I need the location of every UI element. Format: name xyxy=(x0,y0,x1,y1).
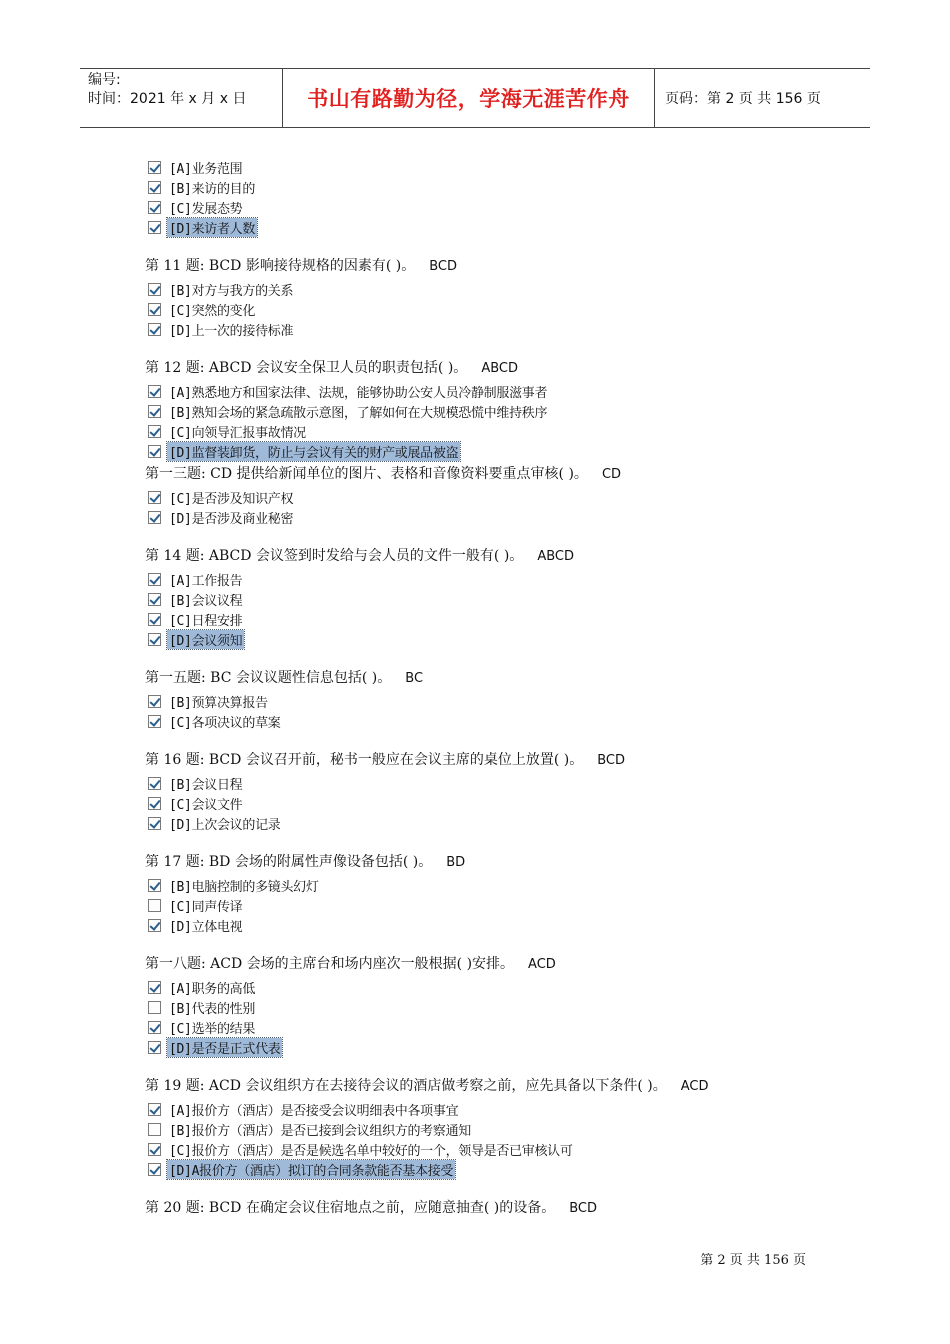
checked-checkbox-icon[interactable] xyxy=(148,1163,161,1176)
option-label: [D]是否涉及商业秘密 xyxy=(169,511,294,527)
option-item[interactable] xyxy=(148,1037,845,1057)
option-list xyxy=(145,569,845,649)
question-block xyxy=(145,357,845,461)
page-label: 页码：第 2 页 共 156 页 xyxy=(665,91,821,107)
option-label: [D]上次会议的记录 xyxy=(169,817,281,833)
option-item[interactable] xyxy=(148,793,845,813)
checked-checkbox-icon[interactable] xyxy=(148,323,161,336)
question-title xyxy=(145,749,845,771)
option-list xyxy=(145,691,845,731)
question-block xyxy=(145,157,845,237)
option-label: [D]A报价方（酒店）拟订的合同条款能否基本接受 xyxy=(167,1160,455,1179)
option-item[interactable] xyxy=(148,895,845,915)
option-label: [D]监督装卸货，防止与会议有关的财产或展品被盗 xyxy=(167,442,460,461)
question-block xyxy=(145,749,845,833)
motto: 书山有路勤为径，学海无涯苦作舟 xyxy=(282,69,655,127)
option-label: [C]向领导汇报事故情况 xyxy=(169,425,306,441)
checked-checkbox-icon[interactable] xyxy=(148,201,161,214)
question-block xyxy=(145,667,845,731)
option-label: [B]熟知会场的紧急疏散示意图，了解如何在大规模恐慌中维持秩序 xyxy=(169,405,548,421)
checked-checkbox-icon[interactable] xyxy=(148,797,161,810)
option-label: [B]对方与我方的关系 xyxy=(169,283,294,299)
question-text: 第一八题: ACD 会场的主席台和场内座次一般根据( )安排。 xyxy=(145,956,515,972)
question-title xyxy=(145,667,845,689)
option-label: [C]日程安排 xyxy=(169,613,243,629)
answer-key: BCD xyxy=(429,259,457,274)
question-text: 第 14 题: ABCD 会议签到时发给与会人员的文件一般有( )。 xyxy=(145,548,524,564)
question-title xyxy=(145,545,845,567)
question-block xyxy=(145,545,845,649)
option-label: [C]发展态势 xyxy=(169,201,243,217)
checked-checkbox-icon[interactable] xyxy=(148,715,161,728)
option-item[interactable] xyxy=(148,487,845,507)
checked-checkbox-icon[interactable] xyxy=(148,633,161,646)
option-list xyxy=(145,279,845,339)
option-item[interactable] xyxy=(148,875,845,895)
question-text: 第 12 题: ABCD 会议安全保卫人员的职责包括( )。 xyxy=(145,360,468,376)
question-block xyxy=(145,1075,845,1179)
checked-checkbox-icon[interactable] xyxy=(148,445,161,458)
question-list xyxy=(145,155,845,1221)
answer-key: BC xyxy=(405,671,424,686)
option-item[interactable] xyxy=(148,589,845,609)
option-item[interactable] xyxy=(148,507,845,527)
option-label: [D]立体电视 xyxy=(169,919,243,935)
answer-key: CD xyxy=(601,467,622,482)
option-label: [C]是否涉及知识产权 xyxy=(169,491,294,507)
checked-checkbox-icon[interactable] xyxy=(148,221,161,234)
option-item[interactable] xyxy=(148,711,845,731)
checked-checkbox-icon[interactable] xyxy=(148,385,161,398)
option-label: [C]选举的结果 xyxy=(169,1021,256,1037)
option-item[interactable] xyxy=(148,381,845,401)
option-item[interactable] xyxy=(148,1017,845,1037)
question-title xyxy=(145,357,845,379)
option-label: [D]上一次的接待标准 xyxy=(169,323,294,339)
answer-key: ABCD xyxy=(537,549,574,564)
checked-checkbox-icon[interactable] xyxy=(148,573,161,586)
option-item[interactable] xyxy=(148,569,845,589)
option-label: [A]报价方（酒店）是否接受会议明细表中各项事宜 xyxy=(169,1103,459,1119)
option-item[interactable] xyxy=(148,1099,845,1119)
option-item[interactable] xyxy=(148,977,845,997)
option-item[interactable] xyxy=(148,319,845,339)
option-item[interactable] xyxy=(148,691,845,711)
checked-checkbox-icon[interactable] xyxy=(148,593,161,606)
option-label: [C]会议文件 xyxy=(169,797,243,813)
option-label: [C]各项决议的草案 xyxy=(169,715,281,731)
question-text: 第 16 题: BCD 会议召开前，秘书一般应在会议主席的桌位上放置( )。 xyxy=(145,752,584,768)
answer-key: BCD xyxy=(569,1201,597,1216)
option-label: [D]会议须知 xyxy=(167,630,244,649)
option-item[interactable] xyxy=(148,609,845,629)
option-item[interactable] xyxy=(148,1139,845,1159)
checked-checkbox-icon[interactable] xyxy=(148,879,161,892)
checked-checkbox-icon[interactable] xyxy=(148,511,161,524)
option-item[interactable] xyxy=(148,217,845,237)
checked-checkbox-icon[interactable] xyxy=(148,817,161,830)
page-footer: 第 2 页 共 156 页 xyxy=(700,1253,806,1268)
answer-key: BCD xyxy=(597,753,625,768)
question-block xyxy=(145,953,845,1057)
option-label: [B]会议日程 xyxy=(169,777,243,793)
option-list xyxy=(145,157,845,237)
option-item[interactable] xyxy=(148,401,845,421)
checked-checkbox-icon[interactable] xyxy=(148,405,161,418)
option-label: [D]是否是正式代表 xyxy=(167,1038,282,1057)
option-item[interactable] xyxy=(148,1119,845,1139)
answer-key: ACD xyxy=(680,1079,709,1094)
checked-checkbox-icon[interactable] xyxy=(148,981,161,994)
checked-checkbox-icon[interactable] xyxy=(148,303,161,316)
checked-checkbox-icon[interactable] xyxy=(148,283,161,296)
question-title xyxy=(145,953,845,975)
option-item[interactable] xyxy=(148,421,845,441)
time-label: 时间：2021 年 x 月 x 日 xyxy=(88,91,247,107)
option-label: [C]同声传译 xyxy=(169,899,243,915)
question-title xyxy=(145,463,845,485)
option-item[interactable] xyxy=(148,813,845,833)
option-item[interactable] xyxy=(148,197,845,217)
option-label: [B]报价方（酒店）是否已接到会议组织方的考察通知 xyxy=(169,1123,471,1139)
option-label: [A]工作报告 xyxy=(169,573,243,589)
option-item[interactable] xyxy=(148,441,845,461)
option-label: [C]突然的变化 xyxy=(169,303,256,319)
question-block xyxy=(145,1197,845,1219)
question-text: 第 11 题: BCD 影响接待规格的因素有( )。 xyxy=(145,258,416,274)
answer-key: ACD xyxy=(528,957,556,972)
checked-checkbox-icon[interactable] xyxy=(148,491,161,504)
option-item[interactable] xyxy=(148,279,845,299)
option-list xyxy=(145,773,845,833)
option-item[interactable] xyxy=(148,997,845,1017)
option-label: [B]会议议程 xyxy=(169,593,243,609)
question-text: 第 20 题: BCD 在确定会议住宿地点之前，应随意抽查( )的设备。 xyxy=(145,1200,556,1216)
question-title xyxy=(145,851,845,873)
question-title xyxy=(145,255,845,277)
question-text: 第一五题: BC 会议议题性信息包括( )。 xyxy=(145,670,392,686)
question-text: 第一三题: CD 提供给新闻单位的图片、表格和音像资料要重点审核( )。 xyxy=(145,466,588,482)
option-list xyxy=(145,977,845,1057)
option-list xyxy=(145,381,845,461)
option-list xyxy=(145,875,845,935)
question-title xyxy=(145,1075,845,1097)
option-label: [A]业务范围 xyxy=(169,161,243,177)
option-label: [B]电脑控制的多镜头幻灯 xyxy=(169,879,319,895)
answer-key: ABCD xyxy=(481,361,518,376)
checkbox-icon[interactable] xyxy=(148,1123,161,1136)
question-block xyxy=(145,255,845,339)
checked-checkbox-icon[interactable] xyxy=(148,1021,161,1034)
question-title xyxy=(145,1197,845,1219)
answer-key: BD xyxy=(446,855,466,870)
option-item[interactable] xyxy=(148,299,845,319)
checked-checkbox-icon[interactable] xyxy=(148,1143,161,1156)
checked-checkbox-icon[interactable] xyxy=(148,695,161,708)
option-label: [C]报价方（酒店）是否是候选名单中较好的一个，领导是否已审核认可 xyxy=(169,1143,573,1159)
option-item[interactable] xyxy=(148,629,845,649)
question-text: 第 17 题: BD 会场的附属性声像设备包括( )。 xyxy=(145,854,433,870)
option-label: [A]熟悉地方和国家法律、法规，能够协助公安人员冷静制服滋事者 xyxy=(169,385,548,401)
option-item[interactable] xyxy=(148,1159,845,1179)
checked-checkbox-icon[interactable] xyxy=(148,161,161,174)
checked-checkbox-icon[interactable] xyxy=(148,613,161,626)
checkbox-icon[interactable] xyxy=(148,1001,161,1014)
option-list xyxy=(145,1099,845,1179)
option-item[interactable] xyxy=(148,157,845,177)
question-block xyxy=(145,851,845,935)
option-label: [B]代表的性别 xyxy=(169,1001,256,1017)
header-meta xyxy=(80,69,282,127)
checked-checkbox-icon[interactable] xyxy=(148,1041,161,1054)
option-label: [A]职务的高低 xyxy=(169,981,256,997)
option-item[interactable] xyxy=(148,773,845,793)
checkbox-icon[interactable] xyxy=(148,899,161,912)
page-header xyxy=(80,68,870,128)
option-label: [B]预算决算报告 xyxy=(169,695,268,711)
checked-checkbox-icon[interactable] xyxy=(148,919,161,932)
number-label: 编号: xyxy=(88,72,121,88)
question-text: 第 19 题: ACD 会议组织方在去接待会议的酒店做考察之前，应先具备以下条件( )。 xyxy=(145,1078,667,1094)
checked-checkbox-icon[interactable] xyxy=(148,181,161,194)
question-block xyxy=(145,463,845,527)
checked-checkbox-icon[interactable] xyxy=(148,425,161,438)
option-item[interactable] xyxy=(148,177,845,197)
option-label: [D]来访者人数 xyxy=(167,218,257,237)
checked-checkbox-icon[interactable] xyxy=(148,777,161,790)
option-item[interactable] xyxy=(148,915,845,935)
option-list xyxy=(145,487,845,527)
checked-checkbox-icon[interactable] xyxy=(148,1103,161,1116)
option-label: [B]来访的目的 xyxy=(169,181,256,197)
